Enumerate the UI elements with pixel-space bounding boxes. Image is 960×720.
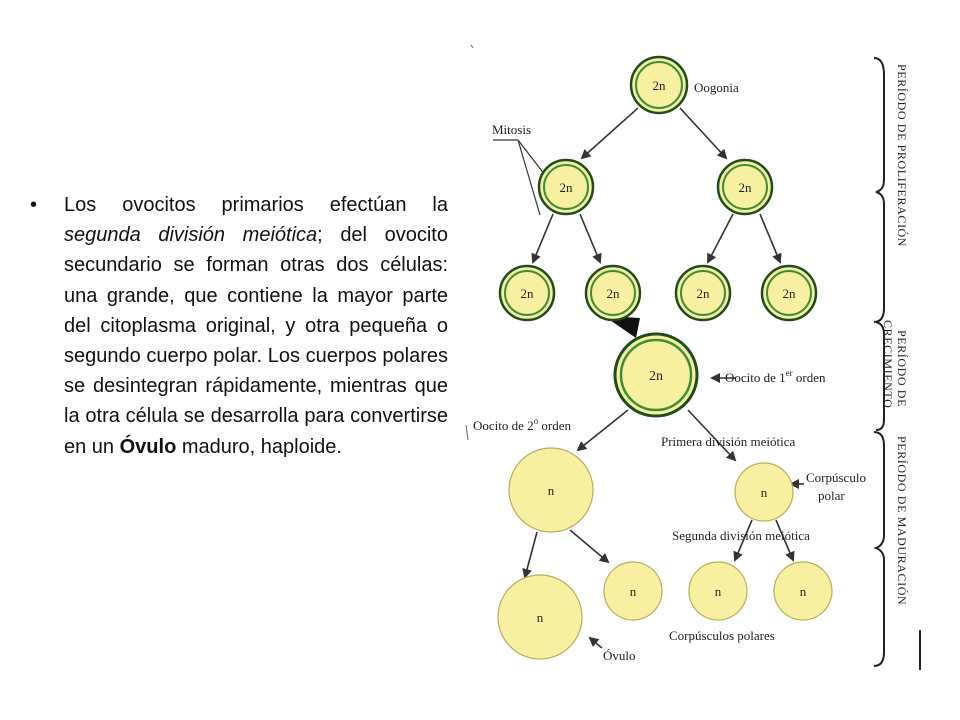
arrow [525, 532, 537, 577]
arrow [570, 530, 608, 562]
cell-row3-4 [762, 266, 816, 320]
cell-row3-2 [586, 266, 640, 320]
cell-polar-body-4 [774, 562, 832, 620]
cell-label: n [799, 584, 807, 599]
label-corpusculo: Corpúsculo [806, 470, 866, 485]
label-segunda-division: Segunda división meiótica [672, 528, 810, 543]
label-oogonia: Oogonia [694, 80, 739, 95]
cell-primary-oocyte [615, 334, 697, 416]
period-proliferacion: PERÍODO DE PROLIFERACIÓN [895, 64, 909, 248]
cell-mitosis-left [539, 160, 593, 214]
label-primera-division: Primera división meiótica [661, 434, 796, 449]
arrow [680, 108, 726, 158]
cell-label: 2n [606, 286, 620, 301]
cell-label: 2n [696, 286, 710, 301]
cell-label: 2n [738, 180, 752, 195]
cell-label: 2n [782, 286, 796, 301]
label-polar: polar [818, 488, 845, 503]
speck-mark [471, 45, 473, 48]
cell-row3-1 [500, 266, 554, 320]
cell-label: n [714, 584, 722, 599]
cell-label: n [536, 610, 544, 625]
cell-ovum [498, 575, 582, 659]
label-mitosis: Mitosis [492, 122, 532, 137]
text-italic-segunda-division: segunda división meiótica [64, 224, 318, 247]
bullet-marker: • [30, 194, 38, 216]
label-corpusculos-polares: Corpúsculos polares [669, 628, 775, 643]
pointer-arrow [590, 638, 602, 648]
arrow [580, 214, 600, 262]
cell-label: 2n [559, 180, 573, 195]
cell-label: 2n [652, 78, 666, 93]
cell-polar-body-3 [689, 562, 747, 620]
cell-label: 2n [649, 369, 663, 384]
cell-second-polar-body [604, 562, 662, 620]
arrow [708, 214, 733, 262]
period-crecimiento-line1: PERÍODO DE [895, 330, 909, 407]
label-oocito-primer-orden: Oocito de 1er orden [725, 368, 826, 385]
text-part-1: Los ovocitos primarios efectúan la [64, 194, 448, 216]
cell-oogonia [631, 57, 687, 113]
brace-proliferacion [874, 58, 884, 322]
mitosis-bracket [493, 140, 545, 215]
cell-mitosis-right [718, 160, 772, 214]
arrow [533, 214, 553, 262]
cell-label: n [547, 483, 555, 498]
cell-label: n [629, 584, 637, 599]
brace-maduracion [874, 432, 884, 666]
text-part-2: ; del ovocito secundario se forman otras dos células: una grande, que contiene la mayor parte del citoplasma original, y otra pequeña o segundo cuerpo polar. Los cuerpos polares se desintegran rápidamente, mientras que la otra célula se desarrolla para convertirse en un [64, 224, 448, 458]
cell-label: n [760, 485, 768, 500]
period-crecimiento-line2: CRECIMIENTO [881, 320, 895, 409]
arrow [760, 214, 780, 262]
cell-label: 2n [520, 286, 534, 301]
cell-first-polar-body [735, 463, 793, 521]
speck-mark [466, 425, 468, 440]
cell-row3-3 [676, 266, 730, 320]
cell-secondary-oocyte [509, 448, 593, 532]
arrow [578, 410, 628, 450]
text-part-3: maduro, haploide. [176, 435, 342, 458]
arrow [582, 108, 638, 158]
period-maduracion: PERÍODO DE MADURACIÓN [895, 436, 909, 606]
text-bold-ovulo: Óvulo [119, 435, 177, 458]
label-oocito-segundo-orden: Oocito de 2$^o$ orden [473, 416, 572, 433]
label-ovulo: Óvulo [603, 648, 636, 663]
